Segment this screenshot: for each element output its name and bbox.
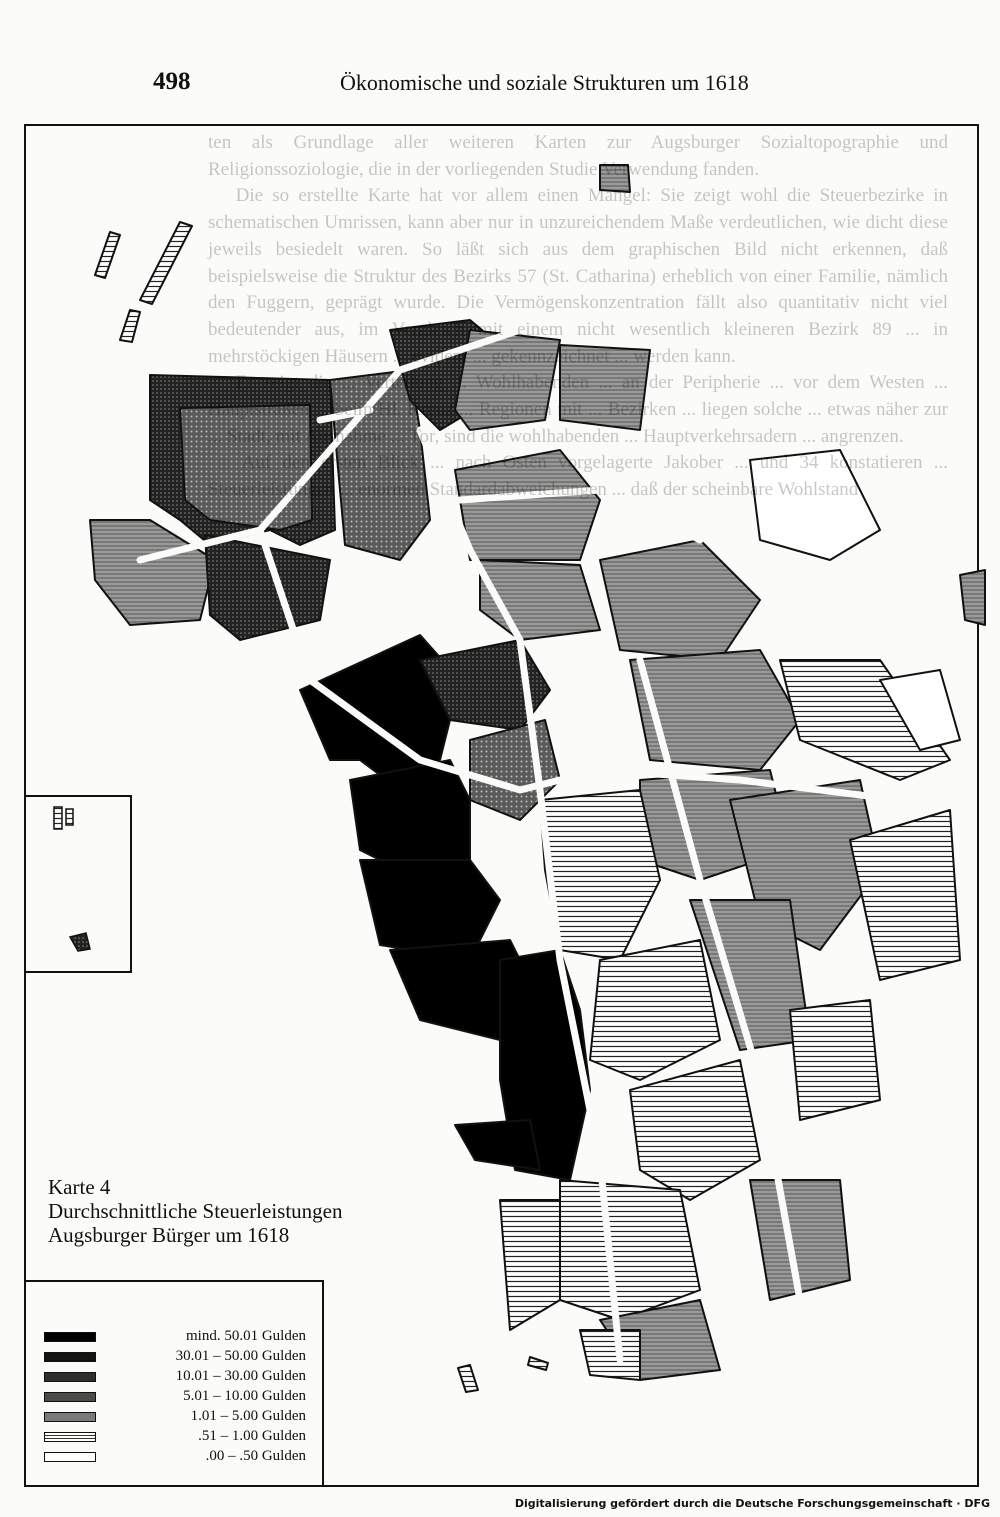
legend-row [44,1408,96,1426]
outlier-nw-strips-3 [120,310,140,342]
district-nc-1 [455,450,600,560]
district-e-6 [850,810,960,980]
page-number: 498 [153,68,191,95]
legend-label: 1.01 – 5.00 Gulden [190,1408,306,1424]
map-legend [24,1280,324,1487]
outlier-nw-strips-2 [140,222,192,304]
legend-label: .00 – .50 Gulden [205,1448,306,1464]
running-title: Ökonomische und soziale Strukturen um 1618 [340,70,749,95]
legend-swatch [44,1432,96,1442]
map-title-line1: Karte 4 [48,1175,111,1199]
map-title-line2: Durchschnittliche Steuerleistungen [48,1199,343,1223]
legend-swatch [44,1332,96,1342]
legend-row [44,1348,96,1366]
legend-row [44,1328,96,1346]
legend-swatch [44,1372,96,1382]
map-title [48,1175,343,1247]
outlier-e-1 [960,570,985,625]
inset-piece-3 [70,933,90,951]
outlier-nw-strips [95,232,120,278]
legend-row [44,1388,96,1406]
district-s-5 [560,1180,700,1320]
inset-piece-1 [54,807,62,829]
district-e-white [750,450,880,560]
legend-label: 5.01 – 10.00 Gulden [183,1388,306,1404]
district-s-3 [630,1060,760,1200]
district-south-2 [455,1120,540,1170]
legend-label: 30.01 – 50.00 Gulden [175,1348,306,1364]
district-s-8 [790,1000,880,1120]
district-s-10 [580,1330,640,1380]
district-s-2 [590,940,720,1080]
background-body-text: ten als Grundlage aller weiteren Karten zur Augsburger Sozialtopographie und Religionssoziologie, die in der vorliegenden Studie Verwendung fanden. Die so erstellte Karte hat vor allem einen Mangel: Sie zeigt wohl die Steuerbezirke in schematischen Umrissen, kann aber nur in unzureichendem Maße verdeutlichen, wie dicht diese jeweils besiedelt waren. So läßt sich aus dem graphischen Bild nicht erkennen, daß beispielsweise die Struktur des Bezirks 57 (St. Catharina) erheblich von einer Familie, nämlich den Fuggern, geprägt wurde. Die Vermögenskonzentration fällt also quantitativ nicht viel bedeutender aus, im Vergleich mit einem nicht wesentlich kleineren Bezirk 89 ... in mehrstöckigen Häusern ... evident ... gekennzeichnet ... werden kann. Er zeigt die ... Verteilung ... Wohlhabenden ... an der Peripherie ... vor dem Westen ... Hauptstraßen ... beim Hl. Kreuz ... Regionen mit ... Bezirken ... liegen solche ... etwas näher zur ... Stadt, mit Ausnahme ... Tor, sind die wohlhabenden ... Hauptverkehrsadern ... angrenzen. Auf den ersten Blick ... nach Osten vorgelagerte Jakober ... und 34 konstatieren ... Steuerleistungen ... enormen Standardabweichungen ... daß der scheinbare Wohlstand [208,132,949,501]
outlier-n-1 [600,165,630,192]
legend-swatch [44,1352,96,1362]
legend-label: .51 – 1.00 Gulden [198,1428,306,1444]
inset-piece-2 [66,809,73,825]
district-nc-3 [560,345,650,430]
legend-label: 10.01 – 30.00 Gulden [175,1368,306,1384]
legend-label: mind. 50.01 Gulden [186,1328,306,1344]
legend-row [44,1428,96,1446]
outlier-s-2 [528,1357,548,1370]
district-w-1 [90,520,215,625]
legend-swatch [44,1452,96,1462]
district-nw-inner [180,405,312,530]
legend-swatch [44,1412,96,1422]
district-s-9 [500,1200,560,1330]
dfg-credit: Digitalisierung gefördert durch die Deutsche Forschungsgemeinschaft · DFG [514,1497,990,1510]
district-e-1 [600,540,760,660]
legend-row [44,1368,96,1386]
legend-swatch [44,1392,96,1402]
inset-map-shapes [26,797,130,971]
inset-map [24,795,132,973]
map-title-line3: Augsburger Bürger um 1618 [48,1223,290,1247]
legend-row [44,1448,96,1466]
outlier-s-1 [458,1365,478,1392]
